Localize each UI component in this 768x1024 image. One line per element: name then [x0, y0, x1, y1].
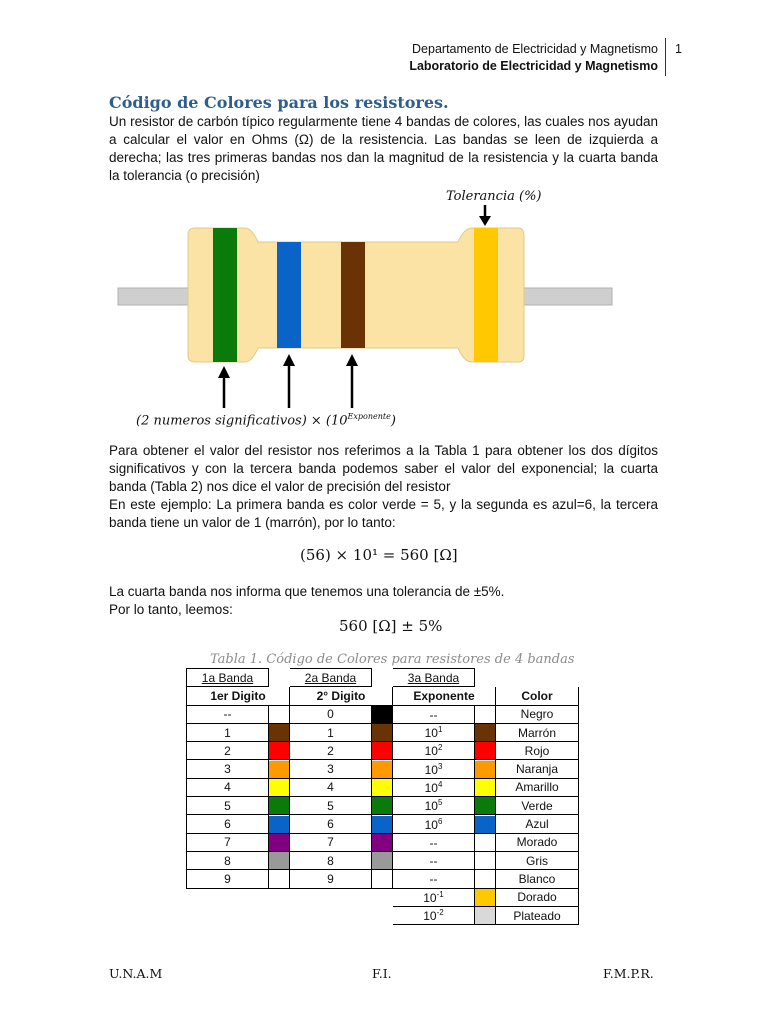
- exponent-base: --: [429, 835, 438, 850]
- exponent-power: -2: [436, 908, 444, 917]
- band-4-gold: [474, 228, 498, 362]
- exponent-swatch: [475, 705, 496, 723]
- lab-name: Laboratorio de Electricidad y Magnetismo: [409, 59, 658, 73]
- exponent-swatch: [475, 833, 496, 851]
- digit-2-swatch: [372, 870, 393, 888]
- header-spacer: [475, 669, 496, 687]
- color-swatch: [269, 761, 289, 778]
- digit-2-swatch: [372, 723, 393, 741]
- color-name: Amarillo: [496, 778, 579, 796]
- digit-1-value: 3: [187, 760, 269, 778]
- digit-2-value: 8: [290, 851, 372, 869]
- table-row: [187, 906, 579, 924]
- empty-cell: [372, 888, 393, 906]
- band-3-brown: [341, 242, 365, 348]
- equation-tolerance: 560 [Ω] ± 5%: [339, 617, 443, 635]
- color-name: Morado: [496, 833, 579, 851]
- exponent-swatch: [475, 851, 496, 869]
- empty-cell: [269, 906, 290, 924]
- footer-faculty: F.I.: [372, 966, 392, 981]
- table-row: [187, 815, 579, 833]
- digit-1-swatch: [269, 815, 290, 833]
- empty-cell: [290, 906, 372, 924]
- arrow-tolerance-head: [479, 216, 491, 226]
- digit-1-swatch: [269, 760, 290, 778]
- exponent-swatch: [475, 778, 496, 796]
- exponent-value: [393, 742, 475, 760]
- tolerance-block: [109, 583, 658, 619]
- digit-1-swatch: [269, 870, 290, 888]
- table-row: [187, 742, 579, 760]
- digit-1-value: 5: [187, 797, 269, 815]
- digit-2-value: 2: [290, 742, 372, 760]
- color-swatch: [475, 889, 495, 906]
- table-subheader-row: [187, 687, 579, 705]
- exponent-power: 6: [437, 816, 443, 826]
- footer-author: F.M.P.R.: [603, 966, 654, 981]
- exponent-value: [393, 778, 475, 796]
- color-swatch: [372, 761, 392, 778]
- color-swatch: [372, 724, 392, 741]
- color-code-table: [186, 668, 579, 925]
- digit-1-value: 6: [187, 815, 269, 833]
- digit-1-value: 8: [187, 851, 269, 869]
- color-name: Dorado: [496, 888, 579, 906]
- digit-2-value: 1: [290, 723, 372, 741]
- exponent-base: 10: [424, 744, 438, 759]
- exponent-base: 10: [424, 762, 438, 777]
- color-swatch: [372, 706, 392, 723]
- digit-2-swatch: [372, 778, 393, 796]
- exponent-value: [393, 833, 475, 851]
- exponent-value: [393, 705, 475, 723]
- resistor-diagram: [0, 0, 768, 440]
- intro-paragraph: Un resistor de carbón típico regularmente tiene 4 bandas de colores, las cuales nos ayudan a calcular el valor en Ohms (Ω) de la resistencia. Las bandas se leen de izquierda a derecha; las tres primeras bandas nos dan la magnitud de la resistencia y la cuarta banda la tolerancia (o precisión): [109, 114, 658, 183]
- digit-1-value: 9: [187, 870, 269, 888]
- color-name: Rojo: [496, 742, 579, 760]
- header-digit-1: 1er Digito: [187, 687, 290, 705]
- color-swatch: [475, 761, 495, 778]
- header-spacer: [372, 669, 393, 687]
- arrow-band-1-head: [218, 366, 230, 378]
- exponent-value: [393, 760, 475, 778]
- explanation-block: [109, 442, 658, 532]
- digit-2-value: 3: [290, 760, 372, 778]
- digit-2-value: 9: [290, 870, 372, 888]
- header-band-3: 3a Banda: [393, 669, 475, 687]
- digit-1-value: --: [187, 705, 269, 723]
- digit-1-value: 7: [187, 833, 269, 851]
- table-header-row: [187, 669, 579, 687]
- exponent-base: 10: [424, 817, 438, 832]
- exponent-base: 10: [424, 726, 438, 741]
- empty-cell: [290, 888, 372, 906]
- equation-value: (56) × 10¹ = 560 [Ω]: [300, 546, 458, 564]
- color-swatch: [372, 779, 392, 796]
- color-swatch: [475, 779, 495, 796]
- table-row: [187, 797, 579, 815]
- digit-1-swatch: [269, 778, 290, 796]
- digit-2-value: 0: [290, 705, 372, 723]
- header-spacer: [269, 669, 290, 687]
- color-name: Negro: [496, 705, 579, 723]
- conclusion-paragraph: Por lo tanto, leemos:: [109, 602, 233, 617]
- exponent-swatch: [475, 742, 496, 760]
- exponent-base: 10: [423, 909, 437, 923]
- color-swatch: [372, 742, 392, 759]
- digit-1-value: 1: [187, 723, 269, 741]
- exponent-base: 10: [424, 799, 438, 814]
- tolerance-label: Tolerancia (%): [446, 189, 542, 204]
- exponent-swatch: [475, 760, 496, 778]
- exponent-swatch: [475, 815, 496, 833]
- tolerance-paragraph: La cuarta banda nos informa que tenemos una tolerancia de ±5%.: [109, 584, 505, 599]
- digit-1-swatch: [269, 851, 290, 869]
- table-caption: Tabla 1. Código de Colores para resistores de 4 bandas: [210, 652, 575, 667]
- color-name: Naranja: [496, 760, 579, 778]
- empty-cell: [187, 888, 269, 906]
- color-swatch: [269, 742, 289, 759]
- exponent-value: [393, 888, 475, 906]
- color-name: Blanco: [496, 870, 579, 888]
- color-swatch: [372, 816, 392, 833]
- exponent-swatch: [475, 906, 496, 924]
- digit-1-value: 4: [187, 778, 269, 796]
- exponent-power: 2: [437, 743, 443, 753]
- band-1-green: [213, 228, 237, 362]
- table-row: [187, 888, 579, 906]
- color-swatch: [372, 852, 392, 869]
- exponent-power: 5: [437, 798, 443, 808]
- exponent-value: [393, 906, 475, 924]
- exponent-swatch: [475, 723, 496, 741]
- resistor-lead-right: [520, 288, 612, 305]
- digit-2-swatch: [372, 797, 393, 815]
- exponent-base: 10: [423, 890, 437, 905]
- digit-1-swatch: [269, 833, 290, 851]
- color-name: Marrón: [496, 723, 579, 741]
- explanation-paragraph: Para obtener el valor del resistor nos referimos a la Tabla 1 para obtener los dos dígitos significativos y con la tercera banda podemos saber el valor del exponencial; la cuarta banda (Tabla 2) nos dice el valor de precisión del resistor: [109, 443, 658, 494]
- table-row: [187, 705, 579, 723]
- digit-1-swatch: [269, 742, 290, 760]
- digit-2-swatch: [372, 815, 393, 833]
- exponent-superscript: Exponente: [347, 412, 391, 421]
- header-band-1: 1a Banda: [187, 669, 269, 687]
- empty-cell: [187, 906, 269, 924]
- color-swatch: [269, 816, 289, 833]
- arrow-band-2-head: [283, 354, 295, 366]
- page-number: 1: [675, 42, 682, 56]
- digit-2-swatch: [372, 705, 393, 723]
- digit-2-value: 7: [290, 833, 372, 851]
- digit-2-value: 6: [290, 815, 372, 833]
- digit-2-swatch: [372, 742, 393, 760]
- digit-2-swatch: [372, 833, 393, 851]
- exponent-base: --: [429, 707, 438, 722]
- header-band-2: 2a Banda: [290, 669, 372, 687]
- department-name: Departamento de Electricidad y Magnetismo: [412, 42, 658, 56]
- color-swatch: [269, 724, 289, 741]
- band-2-blue: [277, 242, 301, 348]
- color-swatch: [269, 834, 289, 851]
- exponent-value: [393, 851, 475, 869]
- arrow-band-3-head: [346, 354, 358, 366]
- header-digit-2: 2° Digito: [290, 687, 393, 705]
- color-swatch: [475, 742, 495, 759]
- color-swatch: [475, 797, 495, 814]
- digit-1-swatch: [269, 705, 290, 723]
- header-spacer: [496, 669, 579, 687]
- exponent-power: 3: [437, 761, 443, 771]
- header-exponent: Exponente: [393, 687, 496, 705]
- digit-1-value: 2: [187, 742, 269, 760]
- color-swatch: [269, 852, 289, 869]
- significant-label-close: ): [390, 413, 396, 429]
- exponent-base: --: [429, 872, 438, 887]
- color-name: Verde: [496, 797, 579, 815]
- table-row: [187, 833, 579, 851]
- empty-cell: [372, 906, 393, 924]
- color-swatch: [475, 907, 495, 924]
- table-row: [187, 778, 579, 796]
- example-paragraph: En este ejemplo: La primera banda es color verde = 5, y la segunda es azul=6, la tercera banda tiene un valor de 1 (marrón), por lo tanto:: [109, 497, 658, 530]
- header-color: Color: [496, 687, 579, 705]
- digit-2-swatch: [372, 760, 393, 778]
- color-name: Plateado: [496, 906, 579, 924]
- table-row: [187, 760, 579, 778]
- exponent-value: [393, 815, 475, 833]
- color-name: Gris: [496, 851, 579, 869]
- color-swatch: [372, 870, 392, 887]
- significant-digits-label: [136, 412, 396, 428]
- color-name: Azul: [496, 815, 579, 833]
- color-swatch: [475, 816, 495, 833]
- exponent-power: 4: [437, 779, 443, 789]
- exponent-power: 1: [437, 725, 443, 735]
- exponent-power: -1: [436, 889, 444, 899]
- footer-university: U.N.A.M: [109, 966, 163, 981]
- empty-cell: [269, 888, 290, 906]
- digit-1-swatch: [269, 723, 290, 741]
- color-swatch: [269, 870, 289, 887]
- digit-2-value: 5: [290, 797, 372, 815]
- page-title: Código de Colores para los resistores.: [109, 93, 449, 112]
- exponent-base: --: [429, 854, 438, 869]
- exponent-swatch: [475, 870, 496, 888]
- color-swatch: [372, 797, 392, 814]
- color-swatch: [269, 797, 289, 814]
- digit-1-swatch: [269, 797, 290, 815]
- resistor-lead-left: [118, 288, 193, 305]
- table-row: [187, 851, 579, 869]
- exponent-base: 10: [424, 780, 438, 795]
- exponent-value: [393, 723, 475, 741]
- color-swatch: [372, 834, 392, 851]
- exponent-swatch: [475, 888, 496, 906]
- table-row: [187, 723, 579, 741]
- exponent-swatch: [475, 797, 496, 815]
- significant-label-text: (2 numeros significativos) × (10: [136, 413, 348, 429]
- color-swatch: [269, 779, 289, 796]
- color-swatch: [475, 724, 495, 741]
- table-row: [187, 870, 579, 888]
- digit-2-swatch: [372, 851, 393, 869]
- exponent-value: [393, 870, 475, 888]
- exponent-value: [393, 797, 475, 815]
- digit-2-value: 4: [290, 778, 372, 796]
